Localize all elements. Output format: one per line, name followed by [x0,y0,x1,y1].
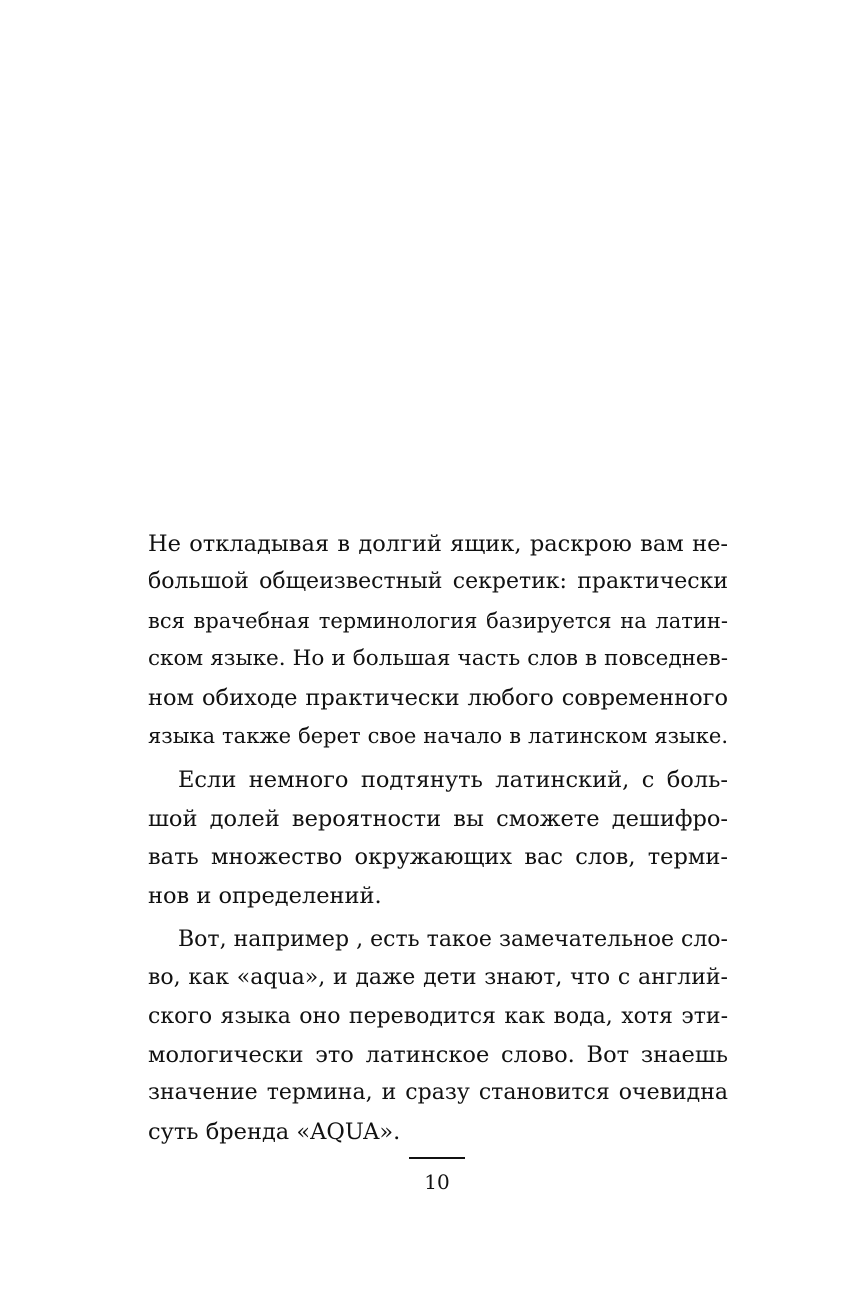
page-number: 10 [424,1170,450,1194]
paragraph-1 [148,525,728,755]
text-line: языка также берет свое начало в латинском языке. [148,723,728,748]
paragraph-3 [148,921,728,1151]
body-text [148,525,728,1151]
text-line: значение термина, и сразу становится очевидна [148,1080,728,1106]
text-line: мологически это латинское слово. Вот знаешь [148,1042,728,1069]
text-line: суть бренда «AQUA». [148,1118,401,1145]
paragraph-2 [148,761,728,915]
text-line: Не откладывая в долгий ящик, раскрою вам не- [148,531,728,557]
text-line: ском языке. Но и большая часть слов в повседнев- [148,646,728,672]
text-line: во, как «aqua», и даже дети знают, что с англий- [148,965,728,991]
footer-divider [409,1157,465,1159]
text-line: большой общеизвестный секретик: практически [148,569,728,595]
text-line: вся врачебная терминология базируется на латин- [148,608,728,633]
text-line: Если немного подтянуть латинский, с боль- [178,767,728,794]
text-line: ского языка оно переводится как вода, хотя эти- [148,1003,728,1029]
text-line: вать множество окружающих вас слов, терми- [148,844,728,871]
text-line: шой долей вероятности вы сможете дешифро- [148,805,728,832]
text-line: нов и определений. [148,882,382,909]
text-line: Вот, например , есть такое замечательное сло- [178,926,728,952]
text-line: ном обиходе практически любого современного [148,684,728,711]
